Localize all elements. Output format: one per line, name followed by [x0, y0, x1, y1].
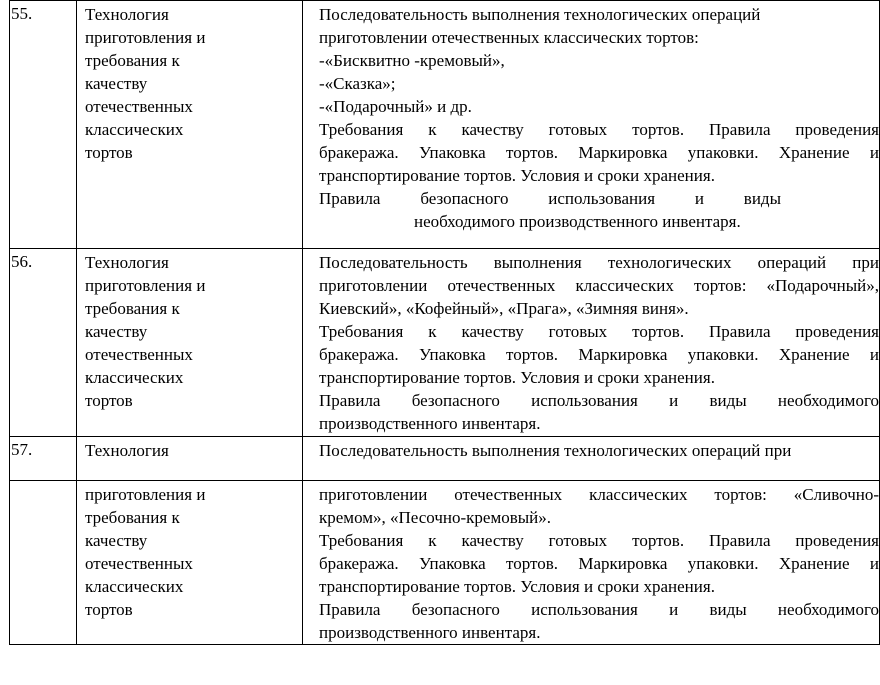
topic-line: требования к	[85, 299, 180, 318]
topic-line: приготовления и	[85, 28, 206, 47]
content-line: приготовлении отечественных классических тортов: «Сливочно-	[319, 485, 879, 504]
content-cell	[303, 437, 880, 481]
row-number-cell	[10, 1, 77, 249]
content-line: Последовательность выполнения технологических операций при	[319, 441, 792, 460]
topic-line: тортов	[85, 143, 133, 162]
row-number-cell	[10, 481, 77, 645]
content-line: необходимого производственного инвентаря.	[414, 212, 741, 231]
topic-line: качеству	[85, 322, 148, 341]
content-line: приготовлении отечественных классических тортов:	[319, 28, 699, 47]
row-number: 55.	[11, 4, 33, 23]
content-cell	[303, 1, 880, 249]
row-number-cell	[10, 249, 77, 437]
content-line: производственного инвентаря.	[319, 623, 541, 642]
topic-line: приготовления и	[85, 276, 206, 295]
topic-line: отечественных	[85, 97, 193, 116]
content-line: -«Сказка»;	[319, 74, 396, 93]
content-line: Киевский», «Кофейный», «Прага», «Зимняя виня».	[319, 299, 689, 318]
topic-cell	[77, 481, 303, 645]
content-line: Последовательность выполнения технологических операций при	[319, 253, 879, 272]
content-line: Требования к качеству готовых тортов. Правила проведения	[319, 120, 879, 139]
content-cell	[303, 249, 880, 437]
content-line: приготовлении отечественных классических тортов: «Подарочный»,	[319, 276, 879, 295]
topic-line: тортов	[85, 600, 133, 619]
topic-line: приготовления и	[85, 485, 206, 504]
topic-line: отечественных	[85, 345, 193, 364]
content-line: кремом», «Песочно-кремовый».	[319, 508, 552, 527]
content-line: транспортирование тортов. Условия и сроки хранения.	[319, 368, 715, 387]
content-line: Правила безопасного использования и виды необходимого	[319, 391, 879, 410]
topic-line: Технология	[85, 253, 169, 272]
content-line: Правила безопасного использования и виды	[319, 189, 781, 208]
topic-line: качеству	[85, 74, 148, 93]
content-line: Последовательность выполнения технологических операций	[319, 5, 761, 24]
topic-line: требования к	[85, 51, 180, 70]
content-cell	[303, 481, 880, 645]
content-line: бракеража. Упаковка тортов. Маркировка упаковки. Хранение и	[319, 554, 879, 573]
table-row	[10, 1, 880, 249]
topic-line: тортов	[85, 391, 133, 410]
topic-cell	[77, 437, 303, 481]
content-line: транспортирование тортов. Условия и сроки хранения.	[319, 166, 715, 185]
table-row	[10, 437, 880, 481]
content-line: Требования к качеству готовых тортов. Правила проведения	[319, 531, 879, 550]
content-line: бракеража. Упаковка тортов. Маркировка упаковки. Хранение и	[319, 345, 879, 364]
topic-line: требования к	[85, 508, 180, 527]
topic-line: Технология	[85, 441, 169, 460]
topic-line: классических	[85, 577, 184, 596]
row-number-cell	[10, 437, 77, 481]
content-line: бракеража. Упаковка тортов. Маркировка упаковки. Хранение и	[319, 143, 879, 162]
topic-line: Технология	[85, 5, 169, 24]
table-row	[10, 249, 880, 437]
row-number: 57.	[11, 440, 33, 459]
topic-line: классических	[85, 120, 184, 139]
topic-line: качеству	[85, 531, 148, 550]
topic-line: отечественных	[85, 554, 193, 573]
curriculum-table	[9, 0, 880, 645]
topic-cell	[77, 1, 303, 249]
content-line: Требования к качеству готовых тортов. Правила проведения	[319, 322, 879, 341]
row-number: 56.	[11, 252, 33, 271]
content-line: Правила безопасного использования и виды необходимого	[319, 600, 879, 619]
content-line: производственного инвентаря.	[319, 414, 541, 433]
topic-line: классических	[85, 368, 184, 387]
content-line: -«Подарочный» и др.	[319, 97, 472, 116]
table-row	[10, 481, 880, 645]
topic-cell	[77, 249, 303, 437]
content-line: -«Бисквитно -кремовый»,	[319, 51, 505, 70]
content-line: транспортирование тортов. Условия и сроки хранения.	[319, 577, 715, 596]
